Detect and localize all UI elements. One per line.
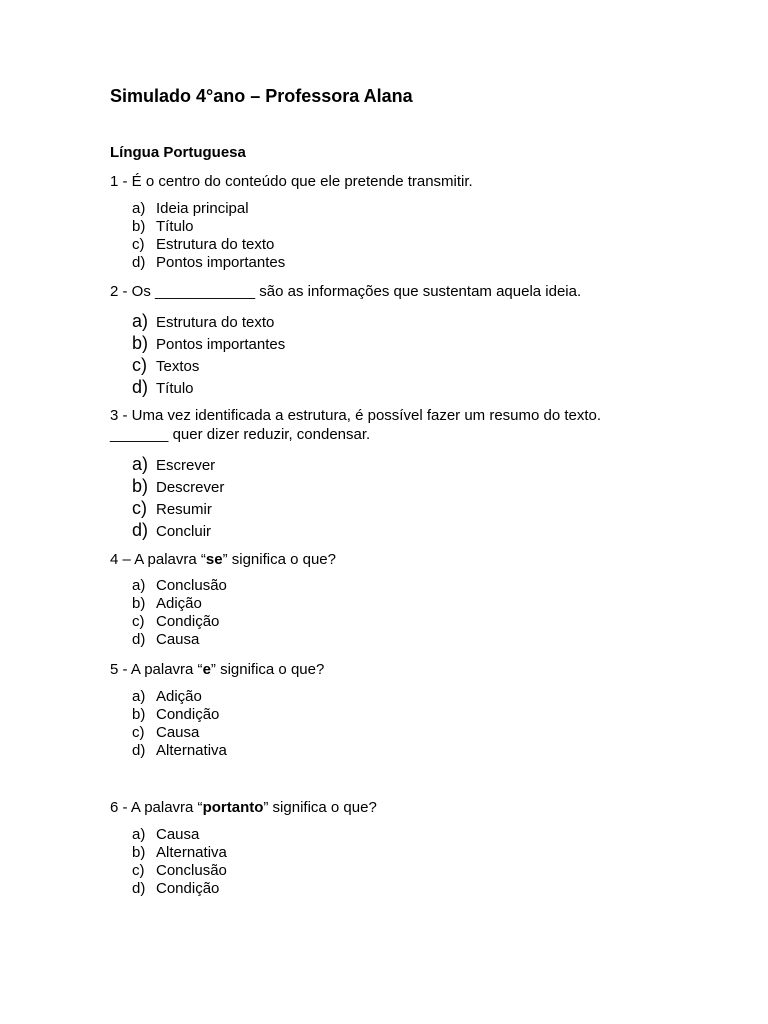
option: c) Estrutura do texto: [132, 236, 275, 253]
option: a) Ideia principal: [132, 200, 249, 217]
highlighted-word: e: [202, 661, 211, 678]
option: b) Alternativa: [132, 844, 227, 861]
question-4-options: [132, 577, 227, 649]
option: a) Escrever: [132, 454, 216, 474]
option: d) Título: [132, 377, 194, 397]
option: a) Estrutura do texto: [132, 311, 275, 331]
question-3-line-1: 3 - Uma vez identificada a estrutura, é possível fazer um resumo do texto.: [110, 407, 602, 424]
option: a) Conclusão: [132, 577, 227, 594]
question-5-options: [132, 688, 227, 760]
section-heading: Língua Portuguesa: [110, 144, 246, 161]
option: b) Pontos importantes: [132, 333, 286, 353]
question-3-line-2: _______ quer dizer reduzir, condensar.: [110, 426, 371, 443]
page-title: Simulado 4°ano – Professora Alana: [110, 86, 413, 106]
option: d) Alternativa: [132, 742, 227, 759]
option: b) Título: [132, 218, 194, 235]
question-3-options: [132, 453, 224, 541]
option: d) Concluir: [132, 520, 212, 540]
question-3: [110, 406, 601, 444]
question-5: 5 - A palavra “e” significa o que?: [110, 661, 325, 678]
highlighted-word: se: [205, 551, 223, 568]
option: d) Condição: [132, 880, 220, 897]
option: d) Pontos importantes: [132, 254, 286, 271]
question-1-options: [132, 200, 285, 272]
option: a) Causa: [132, 826, 200, 843]
option: c) Conclusão: [132, 862, 227, 879]
question-2-options: [132, 310, 285, 398]
question-2: 2 - Os ____________ são as informações que sustentam aquela ideia.: [110, 283, 582, 300]
question-6: 6 - A palavra “portanto” significa o que?: [110, 799, 377, 816]
highlighted-word: portanto: [202, 799, 264, 816]
question-6-options: [132, 826, 227, 898]
option: c) Resumir: [132, 498, 212, 518]
question-4: 4 – A palavra “se” significa o que?: [110, 551, 336, 568]
option: b) Descrever: [132, 476, 225, 496]
option: c) Causa: [132, 724, 200, 741]
option: c) Condição: [132, 613, 220, 630]
option: a) Adição: [132, 688, 202, 705]
option: b) Condição: [132, 706, 220, 723]
option: d) Causa: [132, 631, 200, 648]
question-1: 1 - É o centro do conteúdo que ele pretende transmitir.: [110, 173, 473, 190]
option: b) Adição: [132, 595, 202, 612]
option: c) Textos: [132, 355, 200, 375]
